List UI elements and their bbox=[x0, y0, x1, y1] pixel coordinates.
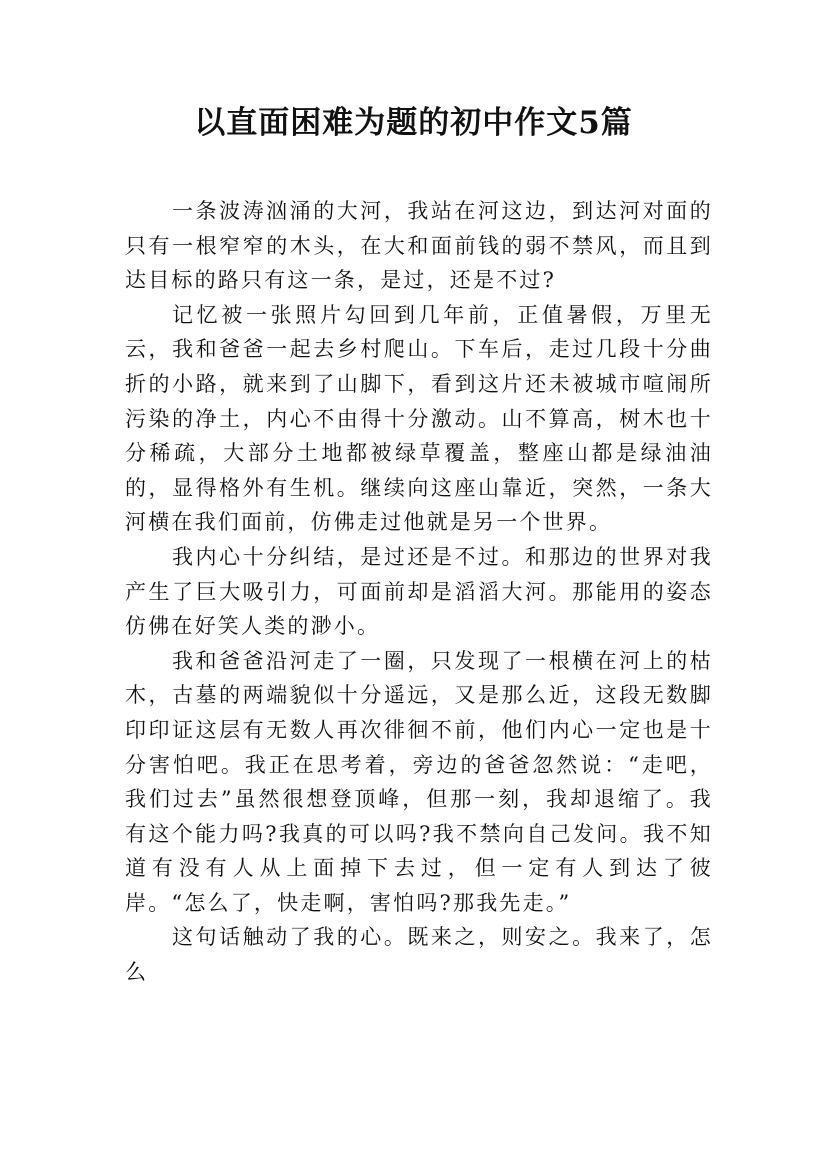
document-body bbox=[125, 194, 713, 990]
paragraph-5: 这句话触动了我的心。既来之，则安之。我来了，怎么 bbox=[125, 925, 713, 985]
document-title: 以直面困难为题的初中作文5篇 bbox=[194, 105, 633, 141]
paragraph-4: 我和爸爸沿河走了一圈，只发现了一根横在河上的枯木，古墓的两端貌似十分遥远，又是那么近，这段无数脚印印证这层有无数人再次徘徊不前，他们内心一定也是十分害怕吧。我正在思考着，旁边的爸爸忽然说：“走吧，我们过去”虽然很想登顶峰，但那一刻，我却退缩了。我有这个能力吗?我真的可以吗?我不禁向自己发问。我不知道有没有人从上面掉下去过，但一定有人到达了彼岸。“怎么了，快走啊，害怕吗?那我先走。” bbox=[125, 648, 713, 915]
paragraph-3: 我内心十分纠结，是过还是不过。和那边的世界对我产生了巨大吸引力，可面前却是滔滔大河。那能用的姿态仿佛在好笑人类的渺小。 bbox=[125, 544, 713, 639]
paragraph-2: 记忆被一张照片勾回到几年前，正值暑假，万里无云，我和爸爸一起去乡村爬山。下车后，走过几段十分曲折的小路，就来到了山脚下，看到这片还未被城市喧闹所污染的净土，内心不由得十分激动。山不算高，树木也十分稀疏，大部分土地都被绿草覆盖，整座山都是绿油油的，显得格外有生机。继续向这座山靠近，突然，一条大河横在我们面前，仿佛走过他就是另一个世界。 bbox=[125, 302, 713, 535]
paragraph-1: 一条波涛汹涌的大河，我站在河这边，到达河对面的只有一根窄窄的木头，在大和面前钱的弱不禁风，而且到达目标的路只有这一条，是过，还是不过? bbox=[125, 199, 713, 293]
